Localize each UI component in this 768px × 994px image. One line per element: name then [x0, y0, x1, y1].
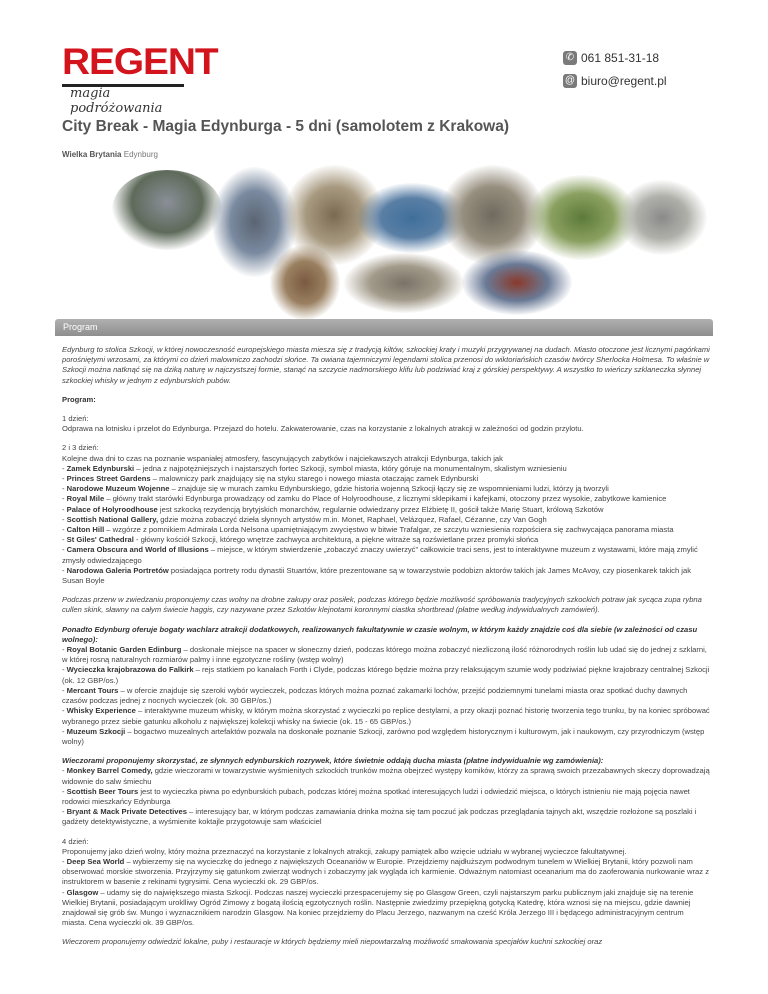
list-item-name: Monkey Barrel Comedy,	[66, 766, 153, 776]
evenings-lead: Wieczorami proponujemy skorzystać, ze słynnych edynburskich rozrywek, które świetnie oddają ducha miasta (płatne indywidualnie wg zamówienia):	[62, 756, 604, 766]
list-item: - Whisky Experience – interaktywne muzeum whisky, w którym można skorzystać z wycieczki po replice destylarni, a przy okazji poznać historię tworzenia tego trunku, by na koniec spróbować wybranego przez siebie gatunku alkoholu z największej kolekcji whisky na świecie (ok. 15 - 65 GBP/os.)	[62, 706, 710, 726]
list-item: - Calton Hill – wzgórze z pomnikiem Admirała Lorda Nelsona upamiętniającym zwycięstwo w bitwie Trafalgar, ze szczytu wzniesienia rozpościera się zachwycająca panorama miasta	[62, 525, 674, 535]
list-item: - Bryant & Mack Private Detectives – interesujący bar, w którym podczas zamawiania drinka można się tam poczuć jak podczas przeglądania tajnych akt, wszędzie rozłożone są poszlaki i gadżety detektywistyczne, a wyśmienite koktajle przygotowuje sam właściciel	[62, 807, 697, 827]
list-item: - Monkey Barrel Comedy, gdzie wieczorami w towarzystwie wyśmienitych szkockich trunków można obejrzeć występy komików, którzy za sprawą swoich przezabawnych skeczy doprowadzają widownie do salw śmiechu	[62, 766, 710, 786]
list-item-text: – znajduje się w murach zamku Edynburskiego, gdzie historia wojenną Szkocji łączy się ze wspomnieniami ludzi, którzy ją tworzyli	[169, 484, 609, 494]
list-item-text: – interaktywne muzeum whisky, w którym można skorzystać z wycieczki po replice destylarni, a przy okazji poznać historię tworzenia tego trunku, by na koniec spróbować wybranego przez siebie gatunku alkoholu z największej kolekcji whisky na świecie (ok. 15 - 65 GBP/os.)	[62, 706, 710, 726]
list-item: - Scottish Beer Tours jest to wycieczka piwna po edynburskich pubach, podczas której można spotkać interesujących ludzi i odwiedzić miejsca, o których istnieniu nie mają pojęcia nawet rodowici mieszkańcy Edynburga	[62, 786, 690, 806]
list-item: - Glasgow – udamy się do największego miasta Szkocji. Podczas naszej wycieczki przespacerujemy się po Glasgow Green, czyli najstarszym parku publicznym jaki znajduje się na terenie Wielkiej Brytanii, posiadającym uroklliwy Ogród Zimowy z bogatą ilością egzotycznych roślin. Następnie zwiedzimy przepiękną gotycką Katedrę, która wznosi się na miejscu, gdzie dawniej znajdował się grób św. Mungo i wyznacznikiem narodzin Glasgow. Na koniec przejdziemy do Placu Jerzego, nazwanym na cześć Króla Jerzego III i będącego administracyjnym centrum miasta. Cena wycieczki ok. 39 GBP/os.	[62, 887, 694, 928]
list-item-text: – malowniczy park znajdujący się na styku starego i nowego miasta otaczając zamek Edynburski	[150, 474, 479, 484]
list-item-name: Narodowe Muzeum Wojenne	[66, 484, 170, 494]
page-title: City Break - Magia Edynburga - 5 dni (samolotem z Krakowa)	[62, 118, 510, 135]
list-item: - Camera Obscura and World of Illusions – miejsce, w którym stwierdzenie „zobaczyć znaczy uwierzyć” całkowicie traci sens, jest to interaktywne muzeum z wystawami, które mają zmylić zmysły odwiedzającego	[62, 545, 698, 565]
closing-paragraph: Wieczorem proponujemy odwiedzić lokalne, puby i restauracje w których będziemy mieli niepowtarzalną możliwość smakowania specjałów kuchni szkockiej oraz	[62, 937, 603, 947]
day-1-text: Odprawa na lotnisku i przelot do Edynburga. Przejazd do hotelu. Zakwaterowanie, czas na korzystanie z lokalnych atrakcji w zależności od godzin przylotu.	[62, 424, 584, 434]
list-item-text: – wybierzemy się na wycieczkę do jednego z największych Oceanariów w Europie. Przejdziemy najdłuższym podwodnym tunelem w Wielkiej Brytanii, który pozwoli nam obserwować morskie stworzenia. Przyjrzymy się gatunkom zwierząt wodnych i zobaczymy jak wygląda ich karmienie. Odważnym natomiast oceanarium ma do zaoferowania nurkowanie wraz z instruktorem w basenie z rekinami tygrysimi. Cena wycieczki ok. 29 GBP/os.	[62, 856, 709, 887]
phone-number[interactable]: 061 851-31-18	[581, 51, 660, 65]
intro-paragraph: Edynburg to stolica Szkocji, w której nowoczesność europejskiego miasta miesza się z tradycją kiltów, szkockiej kraty i muzyki przygrywanej na dudach. Miasto otoczone jest licznymi pagórkami porośniętymi wrzosami, za którymi co dzień malowniczo zachodzi słońce. Ta owiana tajemniczymi legendami stolica przenosi do wiktoriańskich czasów twórcy Sherlocka Holmesa. To właśnie w Szkocji można natknąć się na dziką naturę w najczystszej formie, stanąć na szczycie nadmorskiego klifu lub podziwiać kraj z górskiej perspektywy. A wszystko to wieńczy szklaneczka słynnej szkockiej whisky w jednym z edynburskich pubów.	[62, 345, 710, 385]
at-sign-icon: @	[564, 75, 576, 86]
list-item: - Wycieczka krajobrazowa do Falkirk – rejs statkiem po kanałach Forth i Clyde, podczas którego będzie można przy relaksującym szumie wody podziwiać piękne krajobrazy centralnej Szkocji (ok. 12 GBP/os.)	[62, 665, 710, 685]
gallery-photo-skyline[interactable]	[344, 253, 464, 313]
gallery-photo-city-view[interactable]	[617, 180, 707, 255]
phone-row	[563, 48, 667, 68]
list-item-text: – w ofercie znajduje się szeroki wybór wycieczek, podczas których można poznać zakamarki lochów, przejść podziemnymi tunelami miasta oraz spotkać duchy dawnych czasów podczas jednej z nocnych wycieczek (ok. 30 GBP/os.)	[62, 685, 688, 706]
gallery-photo-castle[interactable]	[112, 170, 222, 250]
logo-tagline: magia podróżowania	[70, 86, 163, 116]
evenings-section	[62, 756, 710, 827]
regent-logo[interactable]	[62, 41, 218, 116]
list-item-name: Bryant & Mack Private Detectives	[66, 807, 187, 817]
breaks-paragraph: Podczas przerw w zwiedzaniu proponujemy czas wolny na drobne zakupy oraz posiłek, podczas którego będzie możliwość spróbowania tradycyjnych szkockich potraw jak sycąca zupa rybna cullen skink, sławny na całym świecie haggis, czy nazywane przez Szkotów klejnotami koronnymi ciastka shortbread (płatne według indywidualnych zamówień).	[62, 595, 702, 615]
day-2-3-label: 2 i 3 dzień:	[62, 443, 99, 453]
list-item: - St Giles' Cathedral - główny kościół Szkocji, którego wnętrze zachwyca architekturą, a piękne witraże są rozświetlane przez promyki słońca	[62, 535, 539, 545]
tab-program[interactable]: Program	[55, 319, 713, 336]
list-item-text: jest szkocką rezydencją brytyjskich monarchów, regularnie odwiedzany przez Elżbietę II, gościł także Marię Stuart, królową Szkotów	[157, 504, 604, 514]
breadcrumb-country[interactable]: Wielka Brytania	[62, 150, 122, 159]
list-item: - Scottish National Gallery, gdzie można zobaczyć dzieła słynnych artystów m.in. Monet, Raphael, Velázquez, Rafael, Cézanne, czy Van Gogh	[62, 514, 547, 524]
breadcrumb	[62, 150, 158, 159]
extras-lead: Ponadto Edynburg oferuje bogaty wachlarz atrakcji dodatkowych, realizowanych fakultatywnie w czasie wolnym, w którym każdy znajdzie coś dla siebie (w zależności od czasu wolnego):	[62, 624, 698, 644]
day-4-label: 4 dzień:	[62, 836, 89, 846]
list-item-text: – główny trakt starówki Edynburga prowadzący od zamku do Place of Holyroodhouse, z licznymi sklepikami i kafejkami, otoczony przez wysokie, zabytkowe kamienice	[104, 494, 667, 504]
list-item-text: gdzie można zobaczyć dzieła słynnych artystów m.in. Monet, Raphael, Velázquez, Rafael, Cézanne, czy Van Gogh	[158, 514, 547, 524]
list-item-text: – rejs statkiem po kanałach Forth i Clyde, podczas którego będzie można przy relaksującym szumie wody podziwiać piękne krajobrazy centralnej Szkocji (ok. 12 GBP/os.)	[62, 665, 710, 685]
list-item: - Palace of Holyroodhouse jest szkocką rezydencją brytyjskich monarchów, regularnie odwiedzany przez Elżbietę II, gościł także Marię Stuart, królową Szkotów	[62, 504, 604, 514]
list-item-text: – wzgórze z pomnikiem Admirała Lorda Nelsona upamiętniającym zwycięstwo w bitwie Trafalgar, ze szczytu wzniesienia rozpościera się zachwycająca panorama miasta	[104, 525, 674, 535]
breadcrumb-city[interactable]: Edynburg	[123, 150, 158, 159]
list-item-text: gdzie wieczorami w towarzystwie wyśmienitych szkockich trunków można obejrzeć występy komików, którzy za sprawą swoich przezabawnych skeczy doprowadzają widownie do salw śmiechu	[62, 766, 710, 786]
list-item: - Zamek Edynburski – jedna z najpotężniejszych i najstarszych fortec Szkocji, symbol miasta, który góruje na monumentalnym, skalistym wzniesieniu	[62, 463, 567, 473]
program-heading: Program:	[62, 394, 96, 404]
list-item-name: Narodowa Galeria Portretów	[66, 565, 169, 575]
list-item-name: Wycieczka krajobrazowa do Falkirk	[66, 665, 194, 675]
phone-icon: ✆	[563, 51, 577, 65]
list-item-text: – udamy się do największego miasta Szkocji. Podczas naszej wycieczki przespacerujemy się po Glasgow Green, czyli najstarszym parku publicznym jaki znajduje się na terenie Wielkiej Brytanii, posiadającym uroklliwy Ogród Zimowy z bogatą ilością egzotycznych roślin. Następnie zwiedzimy przepiękną gotycką Katedrę, która wznosi się na miejscu, gdzie dawniej znajdował się grób św. Mungo i wyznacznikiem narodzin Glasgow. Na koniec przejdziemy do Placu Jerzego, nazwanym na cześć Króla Jerzego III i będącego administracyjnym centrum miasta. Cena wycieczki ok. 39 GBP/os.	[62, 887, 694, 928]
contact-box	[563, 48, 667, 94]
list-item: - Royal Botanic Garden Edinburg – doskonałe miejsce na spacer w słoneczny dzień, podczas którego można zobaczyć niezliczoną ilość różnorodnych roślin lub udać się do jednej z szklarni, w której rosną naturalnych rozmiarów palmy i inne egzotyczne rośliny (wstęp wolny)	[62, 645, 707, 665]
list-item-name: Zamek Edynburski	[66, 463, 135, 473]
list-item-name: Muzeum Szkocji	[66, 726, 126, 736]
day-2-3-section	[62, 443, 710, 586]
logo-wordmark: REGENT	[62, 41, 218, 82]
list-item-name: Scottish National Gallery,	[66, 514, 159, 524]
list-item-name: Calton Hill	[66, 525, 105, 535]
program-content	[62, 345, 710, 957]
list-item-text: – interesujący bar, w którym podczas zamawiania drinka można się tam poczuć jak podczas przeglądania tajnych akt, wszędzie rozłożone są poszlaki i gadżety detektywistyczne, a wyśmienite koktajle przygotowuje sam właściciel	[62, 807, 697, 827]
photo-gallery	[62, 165, 708, 317]
list-item: - Muzeum Szkocji – bogactwo muzealnych artefaktów pozwala na doskonałe poznanie Szkocji, zarówno pod względem historycznym i kulturowym, jak i naukowym, czy przyrodniczym (wstęp wolny)	[62, 726, 705, 746]
list-item-text: – doskonałe miejsce na spacer w słoneczny dzień, podczas którego można zobaczyć niezliczoną ilość różnorodnych roślin lub udać się do jednej z szklarni, w której rosną naturalnych rozmiarów palmy i inne egzotyczne rośliny (wstęp wolny)	[62, 645, 707, 665]
list-item-name: Deep Sea World	[66, 856, 125, 866]
list-item: - Narodowa Galeria Portretów posiadająca portrety rodu dynastii Stuartów, które prezentowane są w towarzystwie podobizn aktorów takich jak James McAvoy, czy piosenkarek takich jak Susan Boyle	[62, 565, 692, 586]
list-item-text: – bogactwo muzealnych artefaktów pozwala na doskonałe poznanie Szkocji, zarówno pod względem historycznym i kulturowym, jak i naukowym, czy przyrodniczym (wstęp wolny)	[62, 726, 705, 746]
list-item-text: jest to wycieczka piwna po edynburskich pubach, podczas której można spotkać interesujących ludzi i odwiedzić miejsca, o których istnieniu nie mają pojęcia nawet rodowici mieszkańcy Edynburga	[62, 786, 690, 806]
gallery-photo-tower[interactable]	[270, 245, 340, 320]
day-4-section	[62, 837, 710, 929]
list-item-text: – jedna z najpotężniejszych i najstarszych fortec Szkocji, symbol miasta, który góruje na monumentalnym, skalistym wzniesieniu	[134, 463, 567, 473]
day-2-3-intro: Kolejne dwa dni to czas na poznanie wspaniałej atmosfery, fascynujących zabytków i najciekawszych atrakcji Edynburga, takich jak	[62, 453, 503, 463]
list-item: - Mercant Tours – w ofercie znajduje się szeroki wybór wycieczek, podczas których można poznać zakamarki lochów, przejść podziemnymi tunelami miasta oraz spotkać duchy dawnych czasów podczas jednej z nocnych wycieczek (ok. 30 GBP/os.)	[62, 685, 688, 706]
day-1-label: 1 dzień:	[62, 414, 89, 424]
list-item-name: Mercant Tours	[66, 685, 119, 695]
list-item-name: St Giles' Cathedral	[66, 535, 134, 545]
day-4-intro: Proponujemy jako dzień wolny, który można przeznaczyć na korzystanie z lokalnych atrakcji, zakupy pamiątek albo wzięcie udziału w wybranej wycieczce fakultatywnej.	[62, 846, 627, 856]
list-item-name: Palace of Holyroodhouse	[66, 504, 158, 514]
extras-section	[62, 625, 710, 747]
list-item: - Princes Street Gardens – malowniczy park znajdujący się na styku starego i nowego miasta otaczając zamek Edynburski	[62, 474, 479, 484]
list-item-name: Royal Mile	[66, 494, 105, 504]
list-item: - Deep Sea World – wybierzemy się na wycieczkę do jednego z największych Oceanariów w Europie. Przejdziemy najdłuższym podwodnym tunelem w Wielkiej Brytanii, który pozwoli nam obserwować morskie stworzenia. Przyjrzymy się gatunkom zwierząt wodnych i zobaczymy jak wygląda ich karmienie. Odważnym natomiast oceanarium ma do zaoferowania nurkowanie wraz z instruktorem w basenie z rekinami tygrysimi. Cena wycieczki ok. 29 GBP/os.	[62, 856, 709, 887]
email-address[interactable]: biuro@regent.pl	[581, 74, 667, 88]
list-item-name: Whisky Experience	[66, 706, 136, 716]
list-item-text: - główny kościół Szkocji, którego wnętrze zachwyca architekturą, a piękne witraże są rozświetlane przez promyki słońca	[133, 535, 539, 545]
list-item-text: – miejsce, w którym stwierdzenie „zobaczyć znaczy uwierzyć” całkowicie traci sens, jest to interaktywne muzeum z wystawami, które mają zmylić zmysły odwiedzającego	[62, 545, 698, 565]
list-item-name: Princes Street Gardens	[66, 474, 151, 484]
day-1-section	[62, 414, 710, 434]
list-item-name: Glasgow	[66, 887, 99, 897]
list-item: - Royal Mile – główny trakt starówki Edynburga prowadzący od zamku do Place of Holyroodhouse, z licznymi sklepikami i kafejkami, otoczony przez wysokie, zabytkowe kamienice	[62, 494, 667, 504]
list-item-name: Royal Botanic Garden Edinburg	[66, 645, 182, 655]
list-item-name: Scottish Beer Tours	[66, 786, 139, 796]
list-item: - Narodowe Muzeum Wojenne – znajduje się w murach zamku Edynburskiego, gdzie historia wojenną Szkocji łączy się ze wspomnieniami ludzi, którzy ją tworzyli	[62, 484, 609, 494]
email-row	[563, 71, 667, 91]
list-item-text: posiadająca portrety rodu dynastii Stuartów, które prezentowane są w towarzystwie podobizn aktorów takich jak James McAvoy, czy piosenkarek takich jak Susan Boyle	[62, 565, 692, 586]
gallery-photo-bridge[interactable]	[462, 250, 572, 315]
list-item-name: Camera Obscura and World of Illusions	[66, 545, 209, 555]
